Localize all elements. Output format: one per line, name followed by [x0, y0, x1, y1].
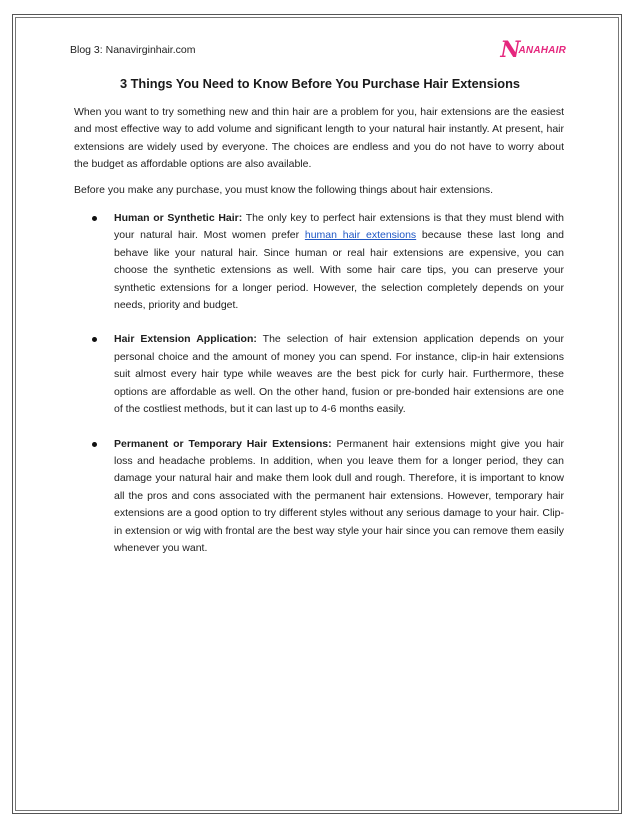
- point-text: The selection of hair extension application depends on your personal choice and the amount of money you can spend. For instance, clip-in hair extensions suit almost every hair type while weaves are the best pick for curly hair. Furthermore, these options are affordable as well. On the other hand, fusion or pre-bonded hair extensions are one of the costliest methods, but it can last up to 4-6 months easily.: [114, 333, 564, 416]
- point-text: The only key to perfect hair extensions is that they must blend with your natural hair. Most women prefer: [114, 212, 564, 242]
- bullet-icon: [92, 337, 97, 342]
- header-label: Blog 3: Nanavirginhair.com: [70, 44, 196, 56]
- page-header: [70, 38, 570, 68]
- points-list: [74, 210, 564, 557]
- point-term: Permanent or Temporary Hair Extensions:: [114, 437, 332, 450]
- page-title: 3 Things You Need to Know Before You Purchase Hair Extensions: [119, 76, 521, 91]
- bullet-icon: [92, 442, 97, 447]
- point-term: Hair Extension Application:: [114, 333, 257, 346]
- point-term: Human or Synthetic Hair:: [114, 212, 243, 225]
- nanahair-logo: [500, 38, 566, 62]
- bullet-icon: [92, 216, 97, 221]
- list-item: [74, 436, 564, 558]
- lead-paragraph: Before you make any purchase, you must know the following things about hair extensions.: [74, 183, 494, 196]
- point-text: because these last long and behave like your natural hair. Since human or real hair extensions are expensive, you can choose the synthetic extensions as well. With some hair care tips, you can preserve your synthetic extensions for a longer period. However, the selection completely depends on your needs, priority and budget.: [114, 229, 564, 312]
- human-hair-extensions-link[interactable]: human hair extensions: [304, 229, 417, 242]
- intro-paragraph: When you want to try something new and thin hair are a problem for you, hair extensions are the easiest and most effective way to add volume and significant length to your natural hair instantly. At present, hair extensions are widely used by everyone. The choices are endless and you do not have to worry about the budget as affordable options are also available.: [74, 106, 564, 171]
- article-body: [74, 104, 564, 574]
- logo-text: ANAHAIR: [518, 44, 566, 56]
- logo-mark: N: [500, 37, 521, 63]
- point-text: Permanent hair extensions might give you hair loss and headache problems. In addition, when you leave them for a longer period, they can damage your natural hair and make them look dull and rough. Therefore, it is important to know all the pros and cons associated with the permanent hair extensions. However, temporary hair extensions are a good option to try different styles without any serious damage to your hair. Clip-in extension or wig with frontal are the best way style your hair since you can remove them easily whenever you want.: [114, 437, 564, 554]
- list-item: [74, 331, 564, 418]
- list-item: [74, 210, 564, 314]
